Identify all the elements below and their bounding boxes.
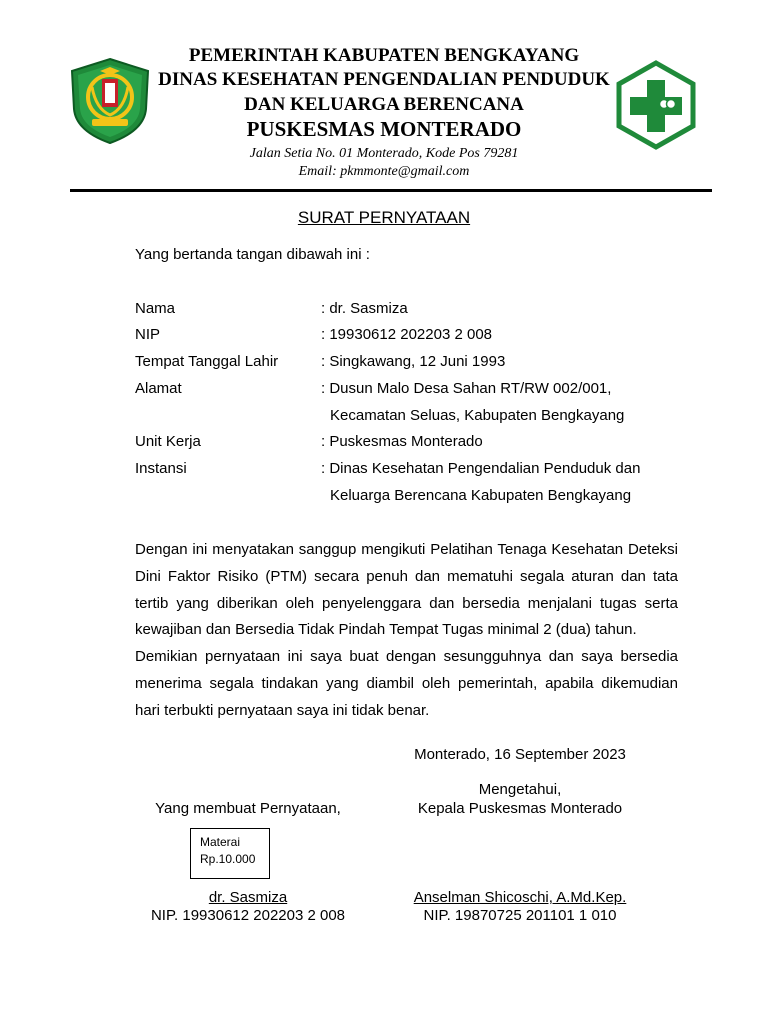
field-value-instansi: : Dinas Kesehatan Pengendalian Penduduk dan [321, 460, 641, 477]
statement-paragraph [135, 537, 678, 725]
letterhead-line-1: PEMERINTAH KABUPATEN BENGKAYANG [188, 45, 580, 66]
letterhead-email: Email: pkmmonte@gmail.com [298, 164, 470, 179]
field-value-alamat: : Dusun Malo Desa Sahan RT/RW 002/001, [321, 380, 612, 397]
materai-label: Materai [200, 835, 241, 849]
field-label-nama: Nama [135, 300, 176, 317]
right-caption-title: Kepala Puskesmas Monterado [417, 800, 623, 817]
field-value-alamat-cont: Kecamatan Seluas, Kabupaten Bengkayang [330, 407, 625, 424]
right-caption-mengetahui: Mengetahui, [478, 781, 562, 798]
field-value-ttl: : Singkawang, 12 Juni 1993 [321, 353, 506, 370]
place-date: Monterado, 16 September 2023 [414, 746, 626, 763]
field-label-ttl: Tempat Tanggal Lahir [135, 353, 279, 370]
right-signer-name [380, 889, 660, 906]
paragraph-line: tertib yang diberikan oleh penyelenggara dan bersedia menjalani tugas serta [135, 594, 678, 612]
left-caption: Yang membuat Pernyataan, [155, 800, 341, 817]
field-value-instansi-cont: Keluarga Berencana Kabupaten Bengkayang [330, 487, 632, 504]
materai-stamp-box [190, 828, 270, 879]
paragraph-line: hari terbukti pernyataan saya ini tidak benar. [135, 701, 430, 719]
letterhead-address: Jalan Setia No. 01 Monterado, Kode Pos 79281 [249, 146, 519, 161]
document-title: SURAT PERNYATAAN [297, 208, 471, 227]
field-label-nip: NIP [135, 326, 161, 343]
right-signer-name-text: Anselman Shicoschi, A.Md.Kep. [413, 889, 627, 906]
field-label-alamat: Alamat [135, 380, 182, 397]
materai-amount: Rp.10.000 [200, 852, 256, 866]
intro-text: Yang bertanda tangan dibawah ini : [135, 246, 370, 263]
field-value-nip: : 19930612 202203 2 008 [321, 326, 492, 343]
paragraph-line: Dengan ini menyatakan sanggup mengikuti Pelatihan Tenaga Kesehatan Deteksi [135, 541, 678, 558]
left-signer-name [108, 889, 388, 906]
letterhead-divider [70, 189, 712, 192]
paragraph-line: Demikian pernyataan ini saya buat dengan sesungguhnya dan saya bersedia [135, 648, 678, 666]
letterhead-line-3: DAN KELUARGA BERENCANA [244, 94, 524, 115]
field-label-unit-kerja: Unit Kerja [135, 433, 201, 450]
paragraph-line: menerima segala tindakan yang diambil oleh pemerintah, apabila dikemudian [135, 674, 678, 692]
left-signer-name-text: dr. Sasmiza [208, 889, 288, 906]
right-signer-nip: NIP. 19870725 201101 1 010 [423, 907, 617, 924]
letterhead-line-2: DINAS KESEHATAN PENGENDALIAN PENDUDUK [158, 69, 610, 90]
paragraph-line: Dini Faktor Risiko (PTM) secara penuh dan mematuhi segala aturan dan tata [135, 567, 678, 585]
puskesmas-cross-logo-icon [615, 60, 697, 150]
field-value-nama: : dr. Sasmiza [321, 300, 408, 317]
letterhead-institution: PUSKESMAS MONTERADO [246, 117, 522, 141]
field-value-unit-kerja: : Puskesmas Monterado [321, 433, 483, 450]
paragraph-line: kewajiban dan Bersedia Tidak Pindah Tempat Tugas minimal 2 (dua) tahun. [135, 621, 637, 639]
left-signer-nip: NIP. 19930612 202203 2 008 [150, 907, 346, 924]
field-label-instansi: Instansi [135, 460, 187, 477]
